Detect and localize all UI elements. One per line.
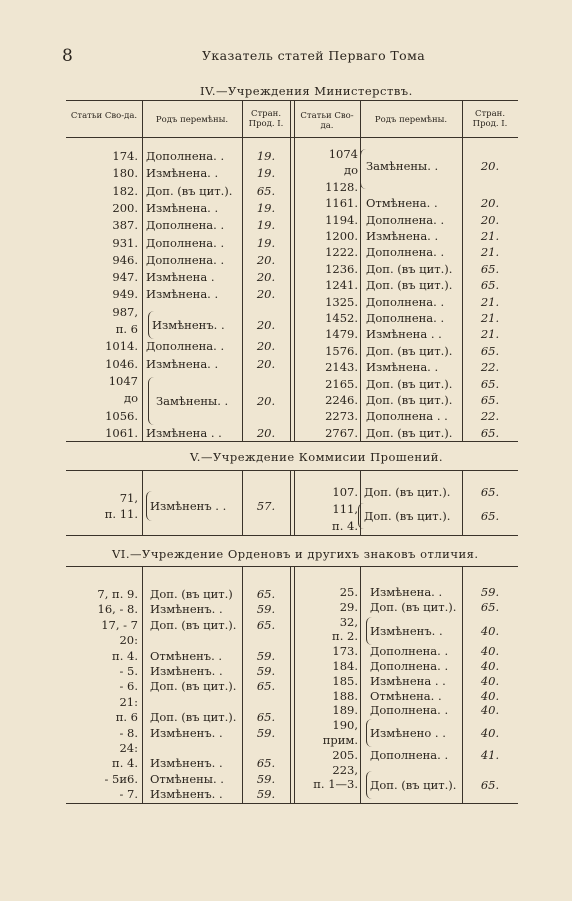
change-type: Измѣнена . .	[366, 327, 442, 342]
article-number: 174.	[112, 149, 138, 163]
running-title: Указатель статей Перваго Тома	[202, 48, 426, 63]
group-987-change: Измѣненъ. .	[152, 318, 225, 332]
s6-group-32-page: 40.	[480, 624, 500, 638]
article-number: - 5и6.	[104, 771, 138, 786]
change-type: Измѣнена. .	[146, 287, 219, 302]
page-ref: 20.	[256, 252, 276, 267]
article-number: 1200.	[325, 229, 358, 243]
col-header-article: Статьи Сво-да.	[70, 111, 138, 121]
change-type: Измѣнена. .	[146, 356, 219, 371]
article-number: до	[123, 391, 138, 406]
article-number: 1222.	[325, 245, 358, 260]
article-number: 200.	[112, 200, 138, 215]
article-number: п. 4.	[112, 756, 138, 771]
article-number: 931.	[112, 235, 138, 250]
article-number: 1236.	[325, 261, 358, 276]
article-number: - 5.	[119, 664, 138, 678]
page-ref: 20.	[480, 212, 500, 227]
article-number: 1576.	[325, 343, 358, 358]
change-type: Дополнена. .	[370, 703, 449, 718]
change-type: Измѣнена . .	[146, 425, 222, 440]
change-type: Доп. (въ цит.).	[366, 376, 453, 391]
page-ref: 65.	[256, 183, 276, 198]
page-ref: 19.	[256, 149, 276, 163]
s6-group-223-change: Доп. (въ цит.).	[370, 778, 457, 792]
article-number: 111,	[332, 502, 358, 516]
page-ref: 40.	[480, 644, 500, 659]
s6-group-223-page: 65.	[480, 778, 500, 792]
page-ref: 20.	[256, 287, 276, 302]
s5-left-art-2: п. 11.	[104, 507, 138, 521]
article-number: 189.	[332, 703, 358, 718]
article-number: прим.	[322, 733, 358, 747]
col-header-page-right: Стран. Прод. I.	[472, 109, 508, 129]
article-number: 188.	[332, 688, 358, 703]
article-number: 1452.	[325, 311, 358, 325]
section-4-title: IV.—Учреждения Министерствъ.	[200, 84, 413, 98]
article-number: 1047	[108, 373, 138, 388]
article-number: 2273.	[325, 409, 358, 424]
change-type: Измѣненъ. .	[150, 602, 223, 617]
group-1074-change: Замѣнены. .	[366, 159, 439, 173]
change-type: Доп. (въ цит.).	[366, 278, 453, 293]
s5-left-change: Измѣненъ . .	[150, 499, 227, 513]
page-ref: 41.	[480, 747, 500, 762]
page-ref: 59.	[256, 648, 276, 663]
page-ref: 65.	[256, 587, 276, 601]
article-number: п. 1—3.	[313, 777, 358, 792]
article-number: 1479.	[325, 327, 358, 342]
article-number: 173.	[332, 644, 358, 659]
page-ref: 65.	[256, 617, 276, 632]
page-ref: 40.	[480, 703, 500, 718]
article-number: 947.	[112, 270, 138, 285]
article-number: п. 6	[115, 322, 138, 336]
change-type: Отмѣнена. .	[366, 196, 438, 211]
section-5-title: V.—Учреждение Коммисии Прошений.	[190, 450, 444, 464]
change-type: Доп. (въ цит.).	[146, 183, 233, 198]
article-number: п. 2.	[332, 629, 358, 644]
s6-group-190-page: 40.	[480, 726, 500, 740]
page-ref: 20.	[256, 270, 276, 285]
change-type: Дополнена. .	[146, 252, 225, 267]
article-number: 107.	[332, 485, 358, 499]
article-number: 1014.	[105, 339, 138, 354]
page-number: 8	[62, 46, 73, 66]
table-ministries	[66, 100, 518, 442]
article-number: 29.	[339, 599, 358, 614]
col-header-change-right: Родъ перемѣны.	[374, 115, 448, 125]
article-number: 1128.	[325, 179, 358, 194]
page-ref: 65.	[480, 376, 500, 391]
change-type: Доп. (въ цит.).	[150, 679, 237, 694]
table-orders	[66, 566, 518, 804]
article-number: 1074	[328, 147, 358, 161]
group-987-page: 20.	[256, 318, 276, 332]
page-ref: 22.	[480, 360, 500, 375]
page-ref: 65.	[480, 278, 500, 293]
article-number: 2143.	[325, 360, 358, 375]
change-type: Измѣненъ. .	[150, 787, 223, 802]
page-ref: 65.	[480, 343, 500, 358]
page-ref: 19.	[256, 166, 276, 181]
article-number: 1046.	[105, 356, 138, 371]
article-number: 1061.	[105, 425, 138, 440]
page-ref: 19.	[256, 200, 276, 215]
article-number: 190,	[332, 718, 358, 733]
change-type: Доп. (въ цит.)	[150, 587, 233, 601]
article-number: 1056.	[105, 408, 138, 423]
change-type: Измѣненъ. .	[150, 664, 223, 678]
change-type: Доп. (въ цит.).	[370, 599, 457, 614]
change-type: Измѣнена .	[146, 270, 215, 285]
article-number: 20:	[119, 633, 138, 648]
page-ref: 20.	[480, 196, 500, 211]
page-ref: 21.	[480, 245, 500, 260]
page-ref: 40.	[480, 673, 500, 688]
s5-group-111-change: Доп. (въ цит.).	[364, 509, 451, 523]
change-type: Дополнена. .	[366, 294, 445, 309]
change-type: Доп. (въ цит.).	[366, 343, 453, 358]
change-type: Измѣненъ. .	[150, 756, 223, 771]
article-number: 949.	[112, 287, 138, 302]
page-header	[62, 46, 522, 66]
article-number: 205.	[332, 747, 358, 762]
page-ref: 20.	[256, 425, 276, 440]
page-ref: 65.	[480, 485, 500, 499]
article-number: 24:	[119, 741, 138, 755]
change-type: Доп. (въ цит.).	[364, 485, 451, 499]
page-ref: 21.	[480, 327, 500, 342]
article-number: 16, - 8.	[97, 602, 138, 617]
page-ref: 40.	[480, 659, 500, 673]
article-number: 987,	[112, 304, 138, 319]
article-number: 184.	[332, 659, 358, 673]
page-ref: 65.	[256, 756, 276, 771]
change-type: Отмѣнены. .	[150, 771, 224, 786]
page-ref: 59.	[256, 602, 276, 617]
change-type: Измѣнена. .	[146, 200, 219, 215]
change-type: Дополнена. .	[366, 311, 445, 325]
page-ref: 65.	[480, 425, 500, 440]
page-ref: 59.	[256, 725, 276, 740]
article-number: - 6.	[119, 679, 138, 694]
col-header-article-right: Статьи Сво-да.	[300, 111, 354, 131]
group-1047-page: 20.	[256, 394, 276, 408]
change-type: Измѣнена. .	[146, 166, 219, 181]
table-petitions	[66, 470, 518, 536]
article-number: 2165.	[325, 376, 358, 391]
article-number: п. 4.	[112, 648, 138, 663]
change-type: Дополнена. .	[370, 659, 449, 673]
change-type: Дополнена. .	[146, 339, 225, 354]
article-number: 1161.	[325, 196, 358, 211]
s5-left-page: 57.	[256, 499, 276, 513]
article-number: 223,	[332, 762, 358, 777]
article-number: 7, п. 9.	[97, 587, 138, 601]
change-type: Доп. (въ цит.).	[366, 425, 453, 440]
change-type: Доп. (въ цит.).	[150, 617, 237, 632]
change-type: Измѣнена. .	[370, 585, 443, 599]
change-type: Измѣнена. .	[366, 360, 439, 375]
article-number: 180.	[112, 166, 138, 181]
change-type: Отмѣненъ. .	[150, 648, 223, 663]
article-number: 2767.	[325, 425, 358, 440]
page-ref: 20.	[256, 356, 276, 371]
s5-group-111-page: 65.	[480, 509, 500, 523]
change-type: Дополнена. .	[370, 747, 449, 762]
page-ref: 65.	[480, 599, 500, 614]
article-number: 387.	[112, 218, 138, 233]
article-number: 182.	[112, 183, 138, 198]
change-type: Измѣненъ. .	[150, 725, 223, 740]
page-ref: 19.	[256, 235, 276, 250]
change-type: Дополнена. .	[146, 235, 225, 250]
s6-group-190-change: Измѣнено . .	[370, 726, 446, 740]
page-ref: 40.	[480, 688, 500, 703]
group-1074-page: 20.	[480, 159, 500, 173]
change-type: Дополнена. .	[146, 218, 225, 233]
change-type: Дополнена . .	[366, 409, 448, 424]
page-ref: 65.	[480, 393, 500, 407]
article-number: 21:	[119, 694, 138, 709]
article-number: п. 6	[115, 710, 138, 725]
change-type: Доп. (въ цит.).	[366, 261, 453, 276]
page-ref: 21.	[480, 229, 500, 243]
article-number: п. 4.	[332, 519, 358, 533]
section-6-title: VI.—Учреждение Орденовъ и другихъ знаковъ отличия.	[112, 547, 479, 561]
page-ref: 21.	[480, 311, 500, 325]
article-number: 185.	[332, 673, 358, 688]
article-number: 2246.	[325, 393, 358, 407]
article-number: - 7.	[119, 787, 138, 802]
change-type: Измѣнена. .	[366, 229, 439, 243]
page-ref: 65.	[480, 261, 500, 276]
col-header-page: Стран. Прод. I.	[248, 109, 284, 129]
article-number: - 8.	[119, 725, 138, 740]
change-type: Доп. (въ цит.).	[366, 393, 453, 407]
article-number: 1194.	[325, 212, 358, 227]
change-type: Доп. (въ цит.).	[150, 710, 237, 725]
page-ref: 21.	[480, 294, 500, 309]
page-ref: 65.	[256, 679, 276, 694]
change-type: Дополнена. .	[366, 245, 445, 260]
article-number: 946.	[112, 252, 138, 267]
page-ref: 59.	[480, 585, 500, 599]
page-ref: 22.	[480, 409, 500, 424]
page-ref: 59.	[256, 664, 276, 678]
article-number: 25.	[339, 585, 358, 599]
change-type: Дополнена. .	[370, 644, 449, 659]
brace	[148, 377, 155, 425]
change-type: Отмѣнена. .	[370, 688, 442, 703]
article-number: до	[343, 163, 358, 178]
article-number: 17, - 7	[101, 617, 138, 632]
page-ref: 59.	[256, 771, 276, 786]
change-type: Дополнена. .	[146, 149, 225, 163]
s5-left-art-1: 71,	[119, 491, 138, 505]
change-type: Дополнена. .	[366, 212, 445, 227]
change-type: Измѣнена . .	[370, 673, 446, 688]
article-number: 1241.	[325, 278, 358, 293]
page-ref: 20.	[256, 339, 276, 354]
page-ref: 19.	[256, 218, 276, 233]
page-ref: 59.	[256, 787, 276, 802]
article-number: 1325.	[325, 294, 358, 309]
page-ref: 65.	[256, 710, 276, 725]
col-header-change: Родъ перемѣны.	[155, 115, 229, 125]
s6-group-32-change: Измѣненъ. .	[370, 624, 443, 638]
group-1047-change: Замѣнены. .	[156, 394, 229, 408]
article-number: 32,	[339, 614, 358, 629]
